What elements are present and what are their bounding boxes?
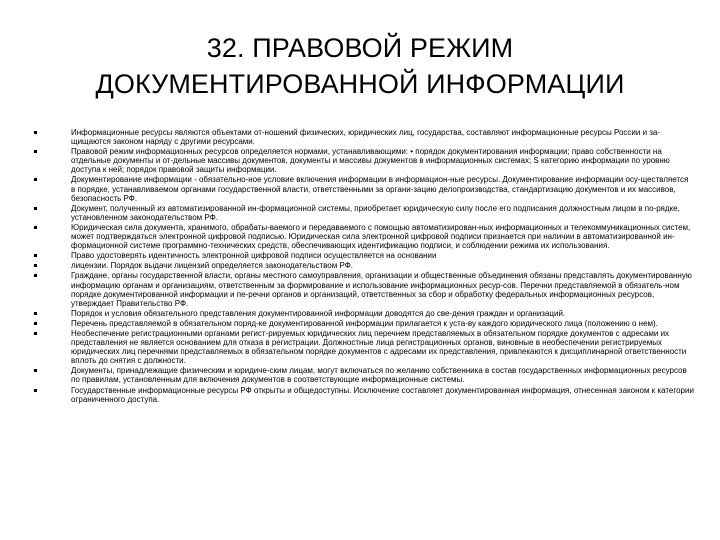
slide-title-line-1: 32. ПРАВОВОЙ РЕЖИМ [206,33,514,63]
bullet-item [34,329,694,365]
bullet-item [34,251,694,260]
bullet-text: Документ, полученный из автоматизированной ин-формационной системы, приобретает юридическую силу после его подписания должностным лицом в по-рядке, установленном законодательством РФ. [71,203,680,222]
bullet-item [34,128,694,146]
bullet-item [34,175,694,202]
bullet-text: Порядок и условия обязательного представления документированной информации доводятся до све-дения граждан и организаций. [71,308,566,318]
bullet-icon [34,274,37,277]
bullet-item [34,204,694,222]
bullet-icon [34,389,37,392]
bullet-item [34,319,694,328]
bullet-icon [34,264,37,267]
bullet-text: Перечень представляемой в обязательном поряд-ке документированной информации прилагается к уста-ву каждого юридического лица (положению о нем). [71,318,658,328]
bullet-icon [34,254,37,257]
bullet-list [34,128,694,405]
bullet-icon [34,150,37,153]
bullet-text: лицензии. Порядок выдачи лицензий определяется законодательством РФ. [71,261,353,271]
slide-title-line-2: ДОКУМЕНТИРОВАННОЙ ИНФОРМАЦИИ [95,69,625,99]
bullet-icon [34,226,37,229]
bullet-item [34,271,694,307]
bullet-item [34,147,694,174]
bullet-item [34,386,694,404]
bullet-icon [34,131,37,134]
bullet-item [34,309,694,318]
bullet-text: Документы, принадлежащие физическим и юридиче-ским лицам, могут включаться по желанию собственника в состав государственных информационных ресурсов по правилам, установленным для включения документов в соответствующие информационные системы. [71,366,687,385]
bullet-text: Необеспечение регистрационными органами регист-рируемых юридических лиц перечнем представляемых в обязательном порядке документов с адресами их представления не является основанием для отказа в регистрации. Должностные лица регистрационных органов, виновные в необеспечении регистрируемых юридических лиц перечнями представляемых в обязательном порядке документов с адресами их представления, привлекаются к дисциплинарной ответственности вплоть до снятия с должности. [71,328,687,366]
bullet-icon [34,322,37,325]
bullet-item [34,223,694,250]
bullet-icon [34,369,37,372]
bullet-text: Государственные информационные ресурсы РФ открыты и общедоступны. Исключение составляет документированная информация, отнесенная законом к категории ограниченного доступа. [71,385,694,404]
bullet-text: Право удостоверять идентичность электронной цифровой подписи осуществляется на основании [71,251,437,261]
bullet-item [34,261,694,270]
bullet-icon [34,312,37,315]
bullet-icon [34,178,37,181]
bullet-icon [34,207,37,210]
bullet-icon [34,332,37,335]
bullet-text: Правовой режим информационных ресурсов определяется нормами, устанавливающими: • порядок документирования информации; право собственности на отдельные документы и от-дельные массивы документов, документы и массивы документов в информационных системах; S категорию информации по уровню доступа к ней; порядок правовой защиты информации. [71,147,670,175]
bullet-text: Граждане, органы государственной власти, органы местного самоуправления, организации и общественные объединения обязаны представлять документированную информацию органам и организациям, ответственным за формирование и использование информационных ресур-сов. Перечни представляемой в обязатель-ном порядке документированной информации и пе-речни органов и организаций, ответственных за сбор и обработку федеральных информационных ресурсов, утверждает Правительство РФ. [71,271,692,308]
slide-title [60,30,660,102]
bullet-text: Юридическая сила документа, хранимого, обрабаты-ваемого и передаваемого с помощью автоматизирован-ных информационных и телекоммуникационных систем, может подтверждаться электронной цифровой подписью. Юридическая сила электронной цифровой подписи признается при наличии в автоматизированной ин-формационной системе программно-технических средств, обеспечивающих идентификацию подписи, и соблюдении режима их использования. [71,222,691,251]
bullet-item [34,366,694,384]
bullet-text: Документирование информации - обязательно-ное условие включения информации в информацион-ные ресурсы. Документирование информации осу-ществляется в порядке, устанавливаемом органами государственной власти, ответственными за органи-зацию делопроизводства, стандартизацию документов и их массивов, безопасность РФ. [71,175,689,203]
bullet-text: Информационные ресурсы являются объектами от-ношений физических, юридических лиц, государства, составляют информационные ресурсы России и за-щищаются законом наряду с другими ресурсами. [71,128,661,147]
